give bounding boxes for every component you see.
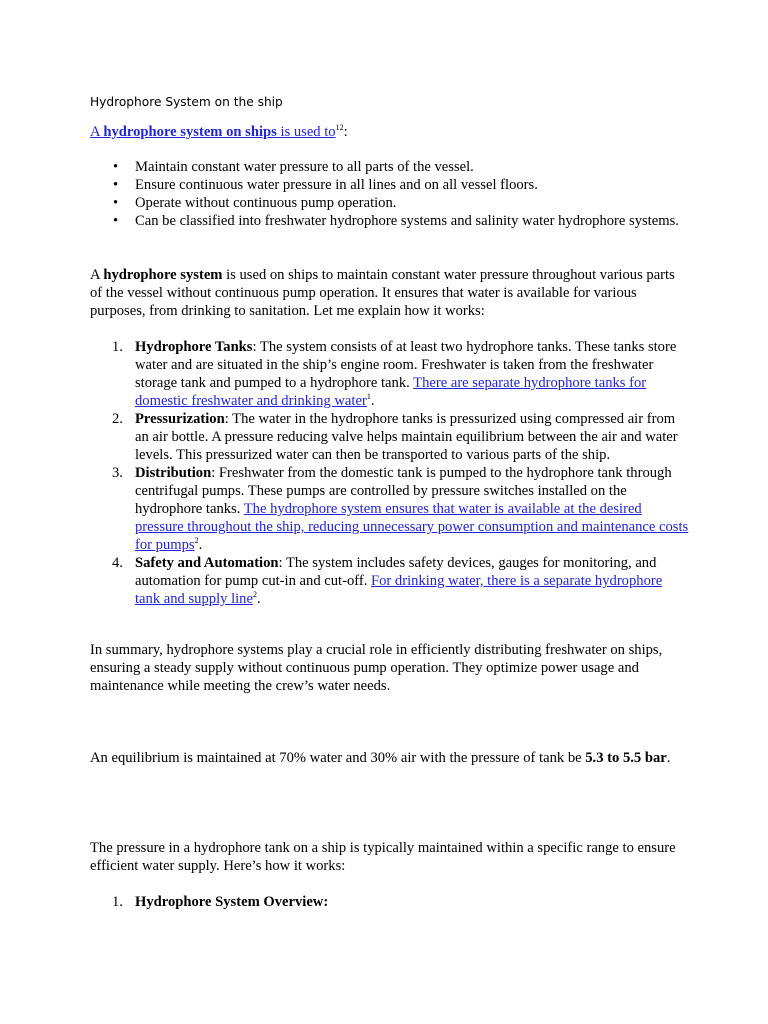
citation-link[interactable]: The hydrophore system ensures that water is available at the desired pressure throughout the ship, reducing unnecessary power consumption and maintenance costs for pumps: [135, 501, 689, 553]
how-it-works-list: [90, 338, 690, 608]
intro-line: A hydrophore system on ships is used $to^{12}$:: [90, 123, 348, 140]
pressure-intro-paragraph: The pressure in a hydrophore tank on a ship is typically maintained within a specific range to ensure efficient water supply. Here’s how it works:: [90, 840, 676, 874]
list-item: • Maintain constant water pressure to all parts of the vessel.: [90, 158, 690, 176]
list-item: 1. Hydrophore Tanks: The system consists of at least two hydrophore tanks. These tanks store water and are situated in the ship’s engine room. Freshwater is taken from the freshwater storage tank and pumped to a hydrophore tank. There are separate hydrophore tanks for domestic freshwater and drinking water$^1$.: [112, 339, 677, 409]
list-item: 1. Hydrophore System Overview:: [112, 894, 329, 910]
summary-paragraph: In summary, hydrophore systems play a crucial role in efficiently distributing freshwater on ships, ensuring a steady supply without continuous pump operation. They optimize power usage and maintenance while meeting the crew’s water needs.: [90, 642, 663, 694]
list-item: • Operate without continuous pump operation.: [90, 194, 690, 212]
purpose-list: [90, 158, 690, 230]
citation-marker: 12: [335, 123, 344, 133]
list-item: 3. Distribution: Freshwater from the domestic tank is pumped to the hydrophore tank through centrifugal pumps. These pumps are controlled by pressure switches installed on the hydrophore tanks. The hydrophore system ensures that water is available at the desired pressure throughout the ship, reducing unnecessary power consumption and maintenance costs for pumps$^2$.: [112, 465, 689, 553]
list-item: • Can be classified into freshwater hydrophore systems and salinity water hydrophore systems.: [90, 212, 690, 230]
list-item: • Ensure continuous water pressure in all lines and on all vessel floors.: [90, 176, 690, 194]
overview-list: [90, 893, 690, 911]
list-item: 4. Safety and Automation: The system includes safety devices, gauges for monitoring, and automation for pump cut-in and cut-off. For drinking water, there is a separate hydrophore tank and supply line$^2$.: [112, 555, 663, 607]
equilibrium-paragraph: An equilibrium is maintained at 70% water and 30% air with the pressure of tank be 5.3 to 5.5 bar.: [90, 750, 671, 766]
citation-link[interactable]: There are separate hydrophore tanks for domestic freshwater and drinking water: [135, 375, 647, 409]
document-heading: Hydrophore System on the ship: [90, 95, 283, 109]
list-item: 2. Pressurization: The water in the hydrophore tanks is pressurized using compressed air from an air bottle. A pressure reducing valve helps maintain equilibrium between the air and water levels. This pressurized water can then be transported to various parts of the ship.: [112, 411, 678, 463]
explanation-paragraph: A hydrophore system is used on ships to maintain constant water pressure throughout various parts of the vessel without continuous pump operation. It ensures that water is available for various purposes, from drinking to sanitation. Let me explain how it works:: [90, 267, 675, 319]
intro-link[interactable]: A hydrophore system on ships is used to: [90, 124, 336, 140]
citation-link[interactable]: For drinking water, there is a separate hydrophore tank and supply line: [135, 573, 663, 607]
